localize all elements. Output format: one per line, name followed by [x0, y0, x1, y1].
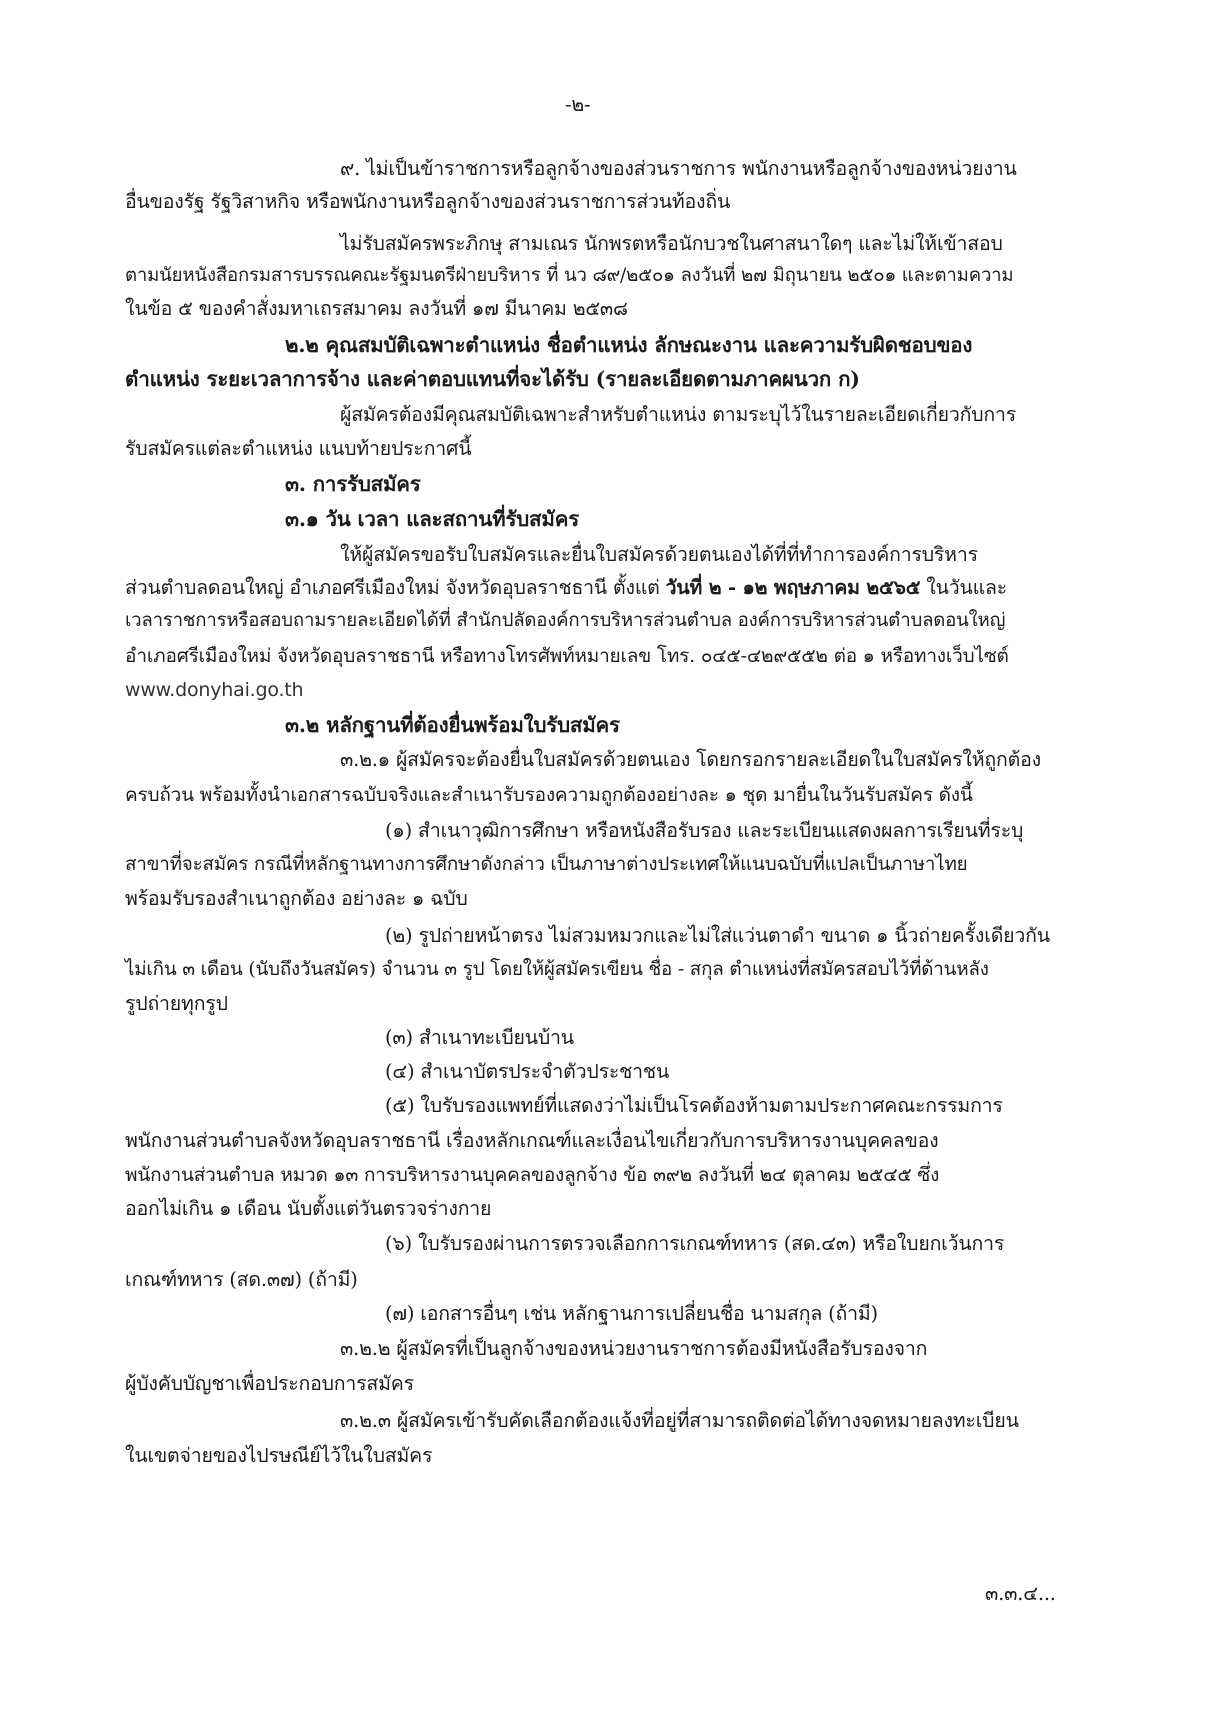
item-5-line-3: พนักงานส่วนตำบล หมวด ๑๓ การบริหารงานบุคคลของลูกจ้าง ข้อ ๓๙๒ ลงวันที่ ๒๔ ตุลาคม ๒๕๔๕ ซึ่ง	[125, 1164, 940, 1186]
para-3-2-3-line-1: ๓.๒.๓ ผู้สมัครเข้ารับคัดเลือกต้องแจ้งที่อยู่ที่สามารถติดต่อได้ทางจดหมายลงทะเบียน	[340, 1409, 1019, 1432]
para-3-2-2-line-2: ผู้บังคับบัญชาเพื่อประกอบการสมัคร	[125, 1372, 414, 1395]
monk-clause-line-3: ในข้อ ๕ ของคำสั่งมหาเถรสมาคม ลงวันที่ ๑๗ มีนาคม ๒๕๓๘	[125, 297, 628, 320]
item-1-line-3: พร้อมรับรองสำเนาถูกต้อง อย่างละ ๑ ฉบับ	[125, 887, 468, 910]
item-1-line-2: สาขาที่จะสมัคร กรณีที่หลักฐานทางการศึกษาดังกล่าว เป็นภาษาต่างประเทศให้แนบฉบับที่แปลเป็นภาษาไทย	[125, 854, 968, 875]
item-5-line-4: ออกไม่เกิน ๑ เดือน นับตั้งแต่วันตรวจร่างกาย	[125, 1197, 492, 1220]
item-4: (๔) สำเนาบัตรประจำตัวประชาชน	[385, 1060, 670, 1083]
para-3-1-line-1: ให้ผู้สมัครขอรับใบสมัครและยื่นใบสมัครด้วยตนเองได้ที่ที่ทำการองค์การบริหาร	[340, 543, 978, 566]
para-3-1-line-4: อำเภอศรีเมืองใหม่ จังหวัดอุบลราชธานี หรือทางโทรศัพท์หมายเลข โทร. ๐๔๕-๔๒๙๕๕๒ ต่อ ๑ หรือทางเว็บไซต์	[125, 645, 1009, 667]
item-3: (๓) สำเนาทะเบียนบ้าน	[385, 1026, 574, 1049]
para-2-2-line-1: ผู้สมัครต้องมีคุณสมบัติเฉพาะสำหรับตำแหน่ง ตามระบุไว้ในรายละเอียดเกี่ยวกับการ	[340, 403, 1017, 426]
continuation-marker: ๓.๓.๔...	[985, 1582, 1056, 1605]
item-1-line-1: (๑) สำเนาวุฒิการศึกษา หรือหนังสือรับรอง และระเบียนแสดงผลการเรียนที่ระบุ	[385, 819, 1024, 842]
para-3-1-line-3: เวลาราชการหรือสอบถามรายละเอียดได้ที่ สำนักปลัดองค์การบริหารส่วนตำบล องค์การบริหารส่วนตำบลดอนใหญ่	[125, 610, 1006, 631]
heading-2-2-line-2: ตำแหน่ง ระยะเวลาการจ้าง และค่าตอบแทนที่จะได้รับ (รายละเอียดตามภาคผนวก ก)	[125, 367, 860, 391]
item-5-line-1: (๕) ใบรับรองแพทย์ที่แสดงว่าไม่เป็นโรคต้องห้ามตามประกาศคณะกรรมการ	[385, 1094, 1003, 1117]
item-2-line-1: (๒) รูปถ่ายหน้าตรง ไม่สวมหมวกและไม่ใส่แว่นตาดำ ขนาด ๑ นิ้วถ่ายครั้งเดียวกัน	[385, 924, 1050, 947]
monk-clause-line-1: ไม่รับสมัครพระภิกษุ สามเณร นักพรตหรือนักบวชในศาสนาใดๆ และไม่ให้เข้าสอบ	[340, 232, 1003, 255]
para-3-2-3-line-2: ในเขตจ่ายของไปรษณีย์ไว้ในใบสมัคร	[125, 1444, 433, 1467]
heading-3-1: ๓.๑ วัน เวลา และสถานที่รับสมัคร	[285, 507, 580, 531]
item-9-line-2: อื่นของรัฐ รัฐวิสาหกิจ หรือพนักงานหรือลูกจ้างของส่วนราชการส่วนท้องถิ่น	[125, 190, 731, 213]
para-3-1-line-2: ส่วนตำบลดอนใหญ่ อำเภอศรีเมืองใหม่ จังหวัดอุบลราชธานี ตั้งแต่ วันที่ ๒ - ๑๒ พฤษภาคม ๒๕๖๕ ในวันและ	[125, 576, 1008, 599]
para-3-2-1-line-2: ครบถ้วน พร้อมทั้งนำเอกสารฉบับจริงและสำเนารับรองความถูกต้องอย่างละ ๑ ชุด มายื่นในวันรับสมัคร ดังนี้	[125, 784, 973, 806]
monk-clause-line-2: ตามนัยหนังสือกรมสารบรรณคณะรัฐมนตรีฝ่ายบริหาร ที่ นว ๘๙/๒๕๐๑ ลงวันที่ ๒๗ มิถุนายน ๒๕๐๑ และตามความ	[125, 265, 1014, 286]
heading-3: ๓. การรับสมัคร	[285, 472, 421, 496]
application-dates: วันที่ ๒ - ๑๒ พฤษภาคม ๒๕๖๕	[665, 576, 921, 599]
item-5-line-2: พนักงานส่วนตำบลจังหวัดอุบลราชธานี เรื่องหลักเกณฑ์และเงื่อนไขเกี่ยวกับการบริหารงานบุคคลของ	[125, 1129, 939, 1152]
para-3-2-2-line-1: ๓.๒.๒ ผู้สมัครที่เป็นลูกจ้างของหน่วยงานราชการต้องมีหนังสือรับรองจาก	[340, 1337, 928, 1360]
heading-2-2-line-1: ๒.๒ คุณสมบัติเฉพาะตำแหน่ง ชื่อตำแหน่ง ลักษณะงาน และความรับผิดชอบของ	[285, 333, 973, 357]
heading-3-2: ๓.๒ หลักฐานที่ต้องยื่นพร้อมใบรับสมัคร	[285, 713, 620, 737]
item-6-line-1: (๖) ใบรับรองผ่านการตรวจเลือกการเกณฑ์ทหาร (สด.๔๓) หรือใบยกเว้นการ	[385, 1232, 1005, 1255]
website-url: www.donyhai.go.th	[125, 679, 304, 701]
item-7: (๗) เอกสารอื่นๆ เช่น หลักฐานการเปลี่ยนชื่อ นามสกุล (ถ้ามี)	[385, 1302, 878, 1325]
page-number: -๒-	[565, 93, 591, 116]
item-2-line-2: ไม่เกิน ๓ เดือน (นับถึงวันสมัคร) จำนวน ๓ รูป โดยให้ผู้สมัครเขียน ชื่อ - สกุล ตำแหน่งที่สมัครสอบไว้ที่ด้านหลัง	[125, 959, 989, 980]
para-2-2-line-2: รับสมัครแต่ละตำแหน่ง แนบท้ายประกาศนี้	[125, 437, 472, 460]
item-9-line-1: ๙. ไม่เป็นข้าราชการหรือลูกจ้างของส่วนราชการ พนักงานหรือลูกจ้างของหน่วยงาน	[340, 157, 1017, 180]
item-6-line-2: เกณฑ์ทหาร (สด.๓๗) (ถ้ามี)	[125, 1268, 358, 1291]
para-3-2-1-line-1: ๓.๒.๑ ผู้สมัครจะต้องยื่นใบสมัครด้วยตนเอง โดยกรอกรายละเอียดในใบสมัครให้ถูกต้อง	[340, 748, 1041, 771]
item-2-line-3: รูปถ่ายทุกรูป	[125, 992, 228, 1015]
